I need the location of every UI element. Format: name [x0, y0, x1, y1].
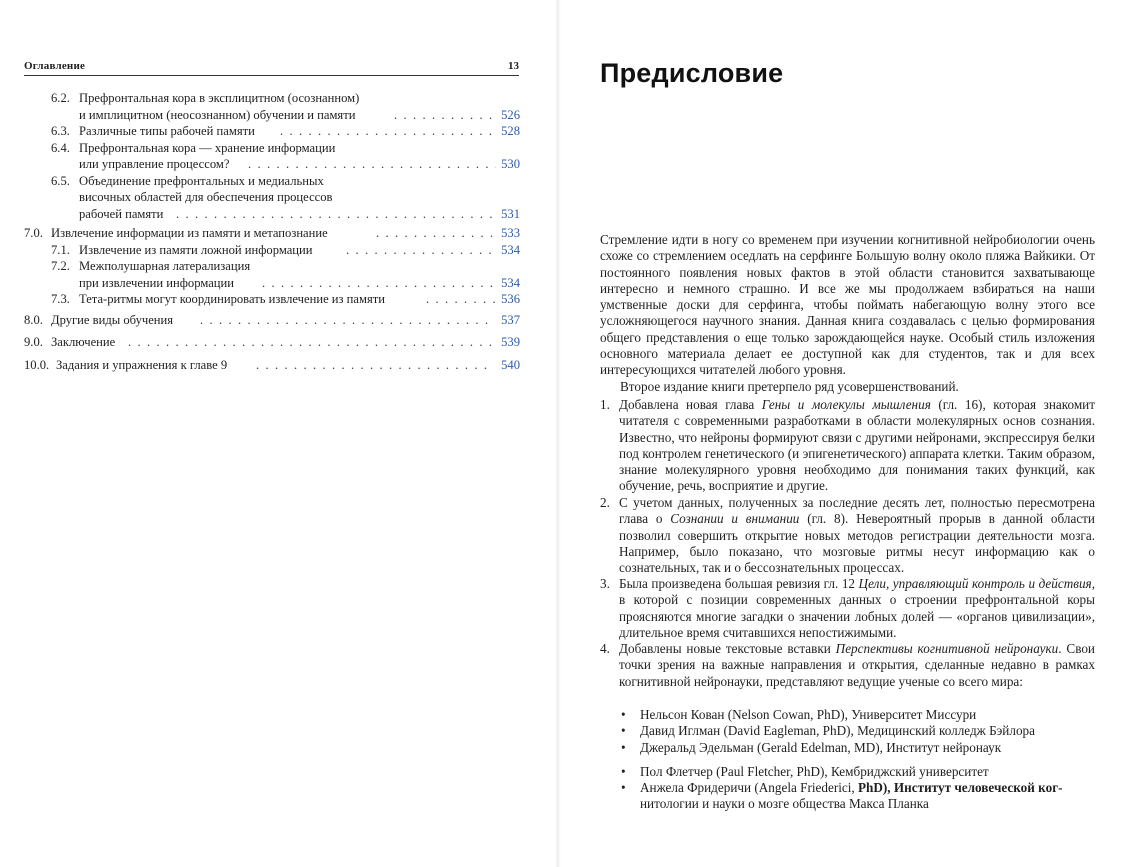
- toc-entry[interactable]: [24, 258, 520, 291]
- list-item-text: С учетом данных, полученных за последние десять лет, полностью пересмотрена глава о: [619, 495, 1095, 527]
- toc-leader: [426, 291, 496, 308]
- bullet-item: [600, 740, 1095, 756]
- list-item-text: Добавлены новые текстовые вставки: [619, 641, 836, 656]
- running-head: [24, 60, 519, 76]
- toc-entry-page[interactable]: 531: [501, 206, 520, 221]
- toc-leader: [128, 334, 492, 351]
- list-item: [600, 495, 1095, 576]
- bullet-text-continuation: нитологии и науки о мозге общества Макса Планка: [640, 796, 929, 812]
- toc-entry-page[interactable]: 540: [501, 357, 520, 372]
- toc-entry-number: 6.5.: [51, 173, 70, 188]
- toc-entry-title: Задания и упражнения к главе 9: [56, 357, 228, 372]
- toc-entry-page[interactable]: 534: [501, 242, 520, 257]
- list-item-text: Добавлена новая глава: [619, 397, 762, 412]
- bullet-item: [600, 764, 1095, 780]
- toc-entry-number: 6.4.: [51, 140, 70, 155]
- bullet-icon: •: [621, 780, 626, 796]
- toc-entry-number: 8.0.: [24, 312, 43, 327]
- toc-leader: [256, 357, 492, 374]
- toc-leader: [262, 275, 496, 292]
- bullet-text: Нельсон Кован (Nelson Cowan, PhD), Университет Миссури: [640, 707, 977, 722]
- table-of-contents: [24, 90, 520, 373]
- toc-entry-title: височных областей для обеспечения процессов: [79, 190, 333, 204]
- bullet-text: Анжела Фридеричи (Angela Friederici,: [640, 780, 858, 796]
- toc-entry-number: 9.0.: [24, 335, 43, 349]
- right-page: [556, 0, 1128, 867]
- toc-entry-title: и имплицитном (неосознанном) обучении и памяти: [79, 107, 356, 122]
- toc-entry-number: 6.2.: [51, 91, 70, 105]
- bullet-icon: •: [621, 707, 626, 722]
- toc-entry[interactable]: [24, 140, 520, 173]
- toc-entry-number: 7.1.: [51, 242, 70, 257]
- list-item-number: 4.: [600, 641, 610, 656]
- bullet-item: [600, 707, 1095, 723]
- toc-entry-number: 7.2.: [51, 259, 70, 273]
- toc-entry[interactable]: [24, 291, 520, 308]
- toc-entry-page[interactable]: 528: [501, 124, 520, 138]
- toc-entry-number: 7.0.: [24, 226, 43, 240]
- list-item-text: . Свои точки зрения на важные направления и открытия, сделанные недавно в рамках когнитивной нейронауки, представляют ведущие ученые со всего мира:: [619, 641, 1095, 689]
- toc-entry-page[interactable]: 533: [501, 226, 520, 240]
- toc-entry-title: Различные типы рабочей памяти: [79, 124, 255, 138]
- toc-entry-page[interactable]: 526: [501, 107, 520, 122]
- toc-entry[interactable]: [24, 90, 520, 123]
- toc-entry-number: 6.3.: [51, 124, 70, 138]
- list-item-number: 3.: [600, 576, 610, 591]
- toc-entry-title: или управление процессом?: [79, 157, 230, 171]
- chapter-title: Перспективы когнитивной нейронауки: [835, 641, 1059, 656]
- page-title: Предисловие: [600, 58, 784, 88]
- toc-entry[interactable]: [24, 312, 520, 329]
- bullet-icon: •: [621, 723, 626, 739]
- bullet-item: [600, 780, 1095, 813]
- toc-entry-number: 7.3.: [51, 292, 70, 306]
- chapter-title: Цели, управляющий контроль и действия: [858, 576, 1092, 591]
- toc-entry-title: при извлечении информации: [79, 275, 235, 290]
- list-item-text: Была произведена большая ревизия гл. 12: [619, 576, 859, 591]
- chapter-title: Сознании и внимании: [670, 511, 800, 527]
- toc-entry-page[interactable]: 530: [501, 157, 520, 171]
- list-item-number: 1.: [600, 397, 610, 412]
- list-item-text: (гл. 8). Невероятный прорыв в данной области позволил совершить открытие новых методов регистрации деятельности мозга. Например, было показано, что мозговые ритмы несут информацию как о сознательных, так и о бессознательных процессах.: [619, 511, 1095, 576]
- left-page: [0, 0, 556, 867]
- list-item: [600, 576, 1095, 641]
- toc-entry-title: Межполушарная латерализация: [79, 259, 251, 273]
- running-head-title: Оглавление: [24, 60, 86, 72]
- toc-leader: [248, 156, 496, 173]
- scientist-list: [600, 707, 1095, 813]
- toc-entry[interactable]: [24, 173, 520, 223]
- list-item-number: 2.: [600, 495, 610, 510]
- chapter-title: Гены и молекулы мышления: [761, 397, 931, 412]
- toc-leader: [176, 206, 496, 223]
- toc-entry-title: Префронтальная кора в эксплицитном (осознанном): [79, 91, 360, 105]
- toc-leader: [200, 312, 492, 329]
- toc-leader: [346, 242, 496, 259]
- bullet-text: Давид Иглман (David Eagleman, PhD), Медицинский колледж Бэйлора: [640, 723, 1035, 739]
- toc-leader: [376, 225, 492, 242]
- bullet-item: [600, 723, 1095, 739]
- toc-entry-title: Объединение префронтальных и медиальных: [79, 173, 324, 188]
- toc-entry[interactable]: [24, 225, 520, 242]
- bullet-icon: •: [621, 739, 626, 755]
- list-item: [600, 397, 1095, 495]
- bullet-text-bold: PhD), Институт человеческой ког-: [858, 780, 1063, 796]
- toc-entry-title: Префронтальная кора — хранение информации: [79, 140, 336, 155]
- toc-entry-number: 10.0.: [24, 357, 50, 372]
- toc-entry[interactable]: [24, 123, 520, 140]
- toc-entry[interactable]: [24, 357, 520, 374]
- toc-entry-page[interactable]: 539: [501, 335, 520, 349]
- toc-entry-page[interactable]: 536: [501, 292, 520, 306]
- list-item: [600, 641, 1095, 690]
- toc-entry-title: Тета-ритмы могут координировать извлечение из памяти: [79, 292, 386, 306]
- toc-leader: [280, 123, 496, 140]
- bullet-text: Пол Флетчер (Paul Fletcher, PhD), Кембриджский университет: [640, 763, 989, 779]
- toc-entry-title: Извлечение из памяти ложной информации: [79, 242, 313, 257]
- toc-entry[interactable]: [24, 242, 520, 259]
- list-item-text: (гл. 16), которая знакомит читателя с современными разработками в области молекулярных основ сознания. Известно, что нейроны формируют связи с другими нейронами, экспрессируя белки под контролем генетического (и эпигенетического) аппарата клетки. Таким образом, знание молекулярного уровня необходимо для понимания таких функций, как обучение, речь, восприятие и другие.: [619, 397, 1095, 494]
- toc-entry-page[interactable]: 534: [501, 275, 520, 290]
- toc-leader: [394, 107, 496, 124]
- intro-text: Стремление идти в ногу со временем при изучении когнитивной нейробиологии очень схоже со стремлением оседлать на серфинге Большую волну около пляжа Вайкики. От постоянного появления новых фактов в этой области становится захватывающе интересно и немного страшно. И все же мы продолжаем взбираться на наши умственные доски для серфинга, чтобы поймать набегающую волну этого все усложняющегося научного знания. Данная книга создавалась с целью формирования общего представления о еще только зарождающейся науке. Особый стиль изложения основного материала делает ее доступной как для студентов, так и для всех интересующихся читателей любого уровня.: [600, 232, 1095, 378]
- toc-entry-title: Другие виды обучения: [51, 312, 174, 327]
- list-item-text: , в которой с позиции современных данных о строении префронтальной коры проясняются многие загадки о значении лобных долей — «органов цивилизации», длительное время считавшихся непостижимыми.: [619, 576, 1095, 640]
- toc-entry-title: Заключение: [51, 335, 116, 349]
- toc-entry-title: Извлечение информации из памяти и метапознание: [51, 226, 328, 240]
- second-edition-line: Второе издание книги претерпело ряд усовершенствований.: [620, 378, 959, 394]
- bullet-text: Джеральд Эдельман (Gerald Edelman, MD), Институт нейронаук: [640, 739, 1002, 755]
- bullet-icon: •: [621, 763, 626, 779]
- toc-entry-title: рабочей памяти: [79, 206, 164, 221]
- toc-entry[interactable]: [24, 334, 520, 351]
- intro-paragraph: [600, 232, 1095, 395]
- toc-entry-page[interactable]: 537: [501, 312, 520, 327]
- page-number: 13: [508, 60, 519, 72]
